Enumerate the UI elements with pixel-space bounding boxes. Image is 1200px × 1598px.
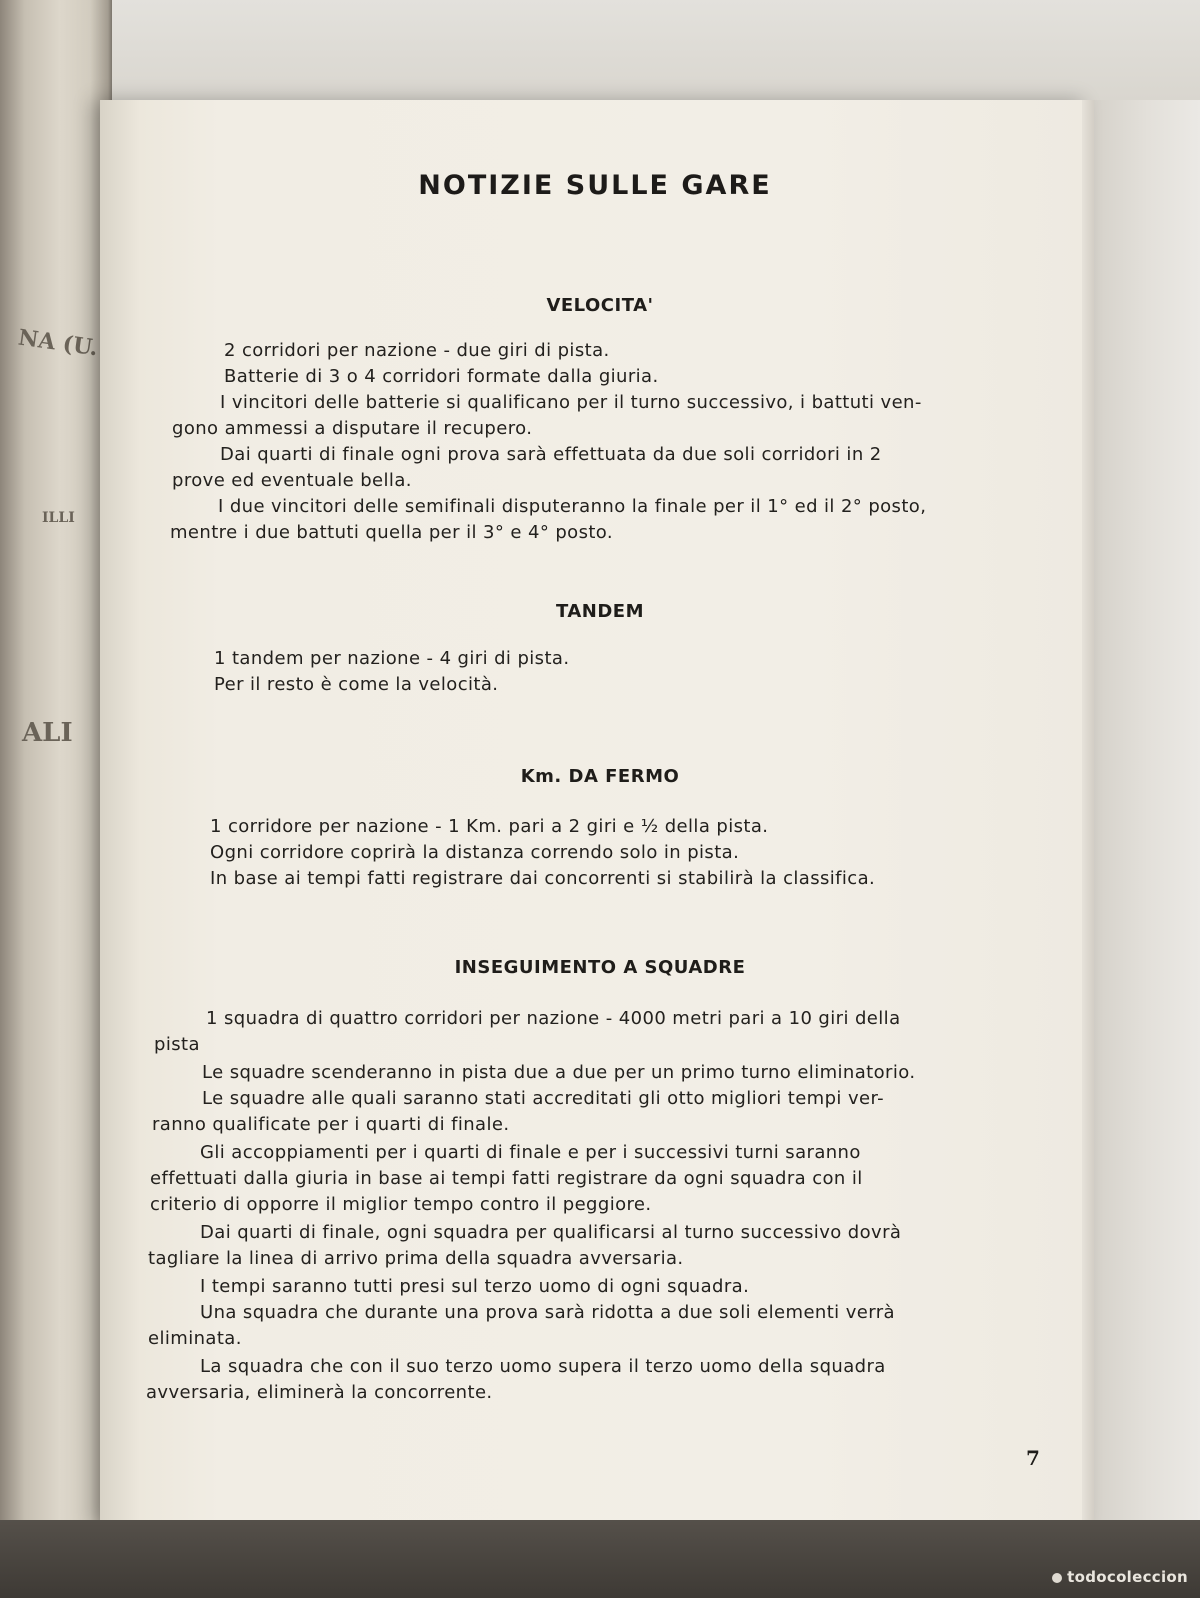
section-heading-inseguimento: INSEGUIMENTO A SQUADRE (454, 957, 746, 978)
text-line: effettuati dalla giuria in base ai tempi fatti registrare da ogni squadra con il (150, 1168, 863, 1189)
page-edge (1082, 100, 1094, 1525)
page-number: 7 (1026, 1446, 1040, 1470)
section-heading-km-da-fermo: Km. DA FERMO (520, 766, 680, 787)
section-heading-velocita: VELOCITA' (546, 295, 654, 316)
text-line: criterio di opporre il miglior tempo contro il peggiore. (150, 1194, 652, 1215)
text-line: La squadra che con il suo terzo uomo supera il terzo uomo della squadra (200, 1356, 886, 1377)
text-line: I tempi saranno tutti presi sul terzo uomo di ogni squadra. (200, 1276, 750, 1297)
text-line: Per il resto è come la velocità. (214, 674, 499, 695)
text-line: I vincitori delle batterie si qualificano per il turno successivo, i battuti ven- (220, 392, 922, 413)
text-line: Dai quarti di finale, ogni squadra per qualificarsi al turno successivo dovrà (200, 1222, 902, 1243)
page-title: NOTIZIE SULLE GARE (418, 170, 772, 201)
text-line: ranno qualificate per i quarti di finale. (152, 1114, 510, 1135)
text-line: pista (154, 1034, 200, 1055)
text-line: 2 corridori per nazione - due giri di pista. (224, 340, 610, 361)
watermark (1052, 1568, 1188, 1586)
text-line: eliminata. (148, 1328, 242, 1349)
text-line: Le squadre alle quali saranno stati accreditati gli otto migliori tempi ver- (202, 1088, 885, 1109)
background-bottom (0, 1520, 1200, 1598)
text-line: I due vincitori delle semifinali disputeranno la finale per il 1° ed il 2° posto, (218, 496, 927, 517)
text-line: Gli accoppiamenti per i quarti di finale e per i successivi turni saranno (200, 1142, 861, 1163)
watermark-text: todocoleccion (1067, 1568, 1188, 1586)
text-line: tagliare la linea di arrivo prima della squadra avversaria. (148, 1248, 684, 1269)
text-line: mentre i due battuti quella per il 3° e 4° posto. (170, 522, 614, 543)
text-line: Una squadra che durante una prova sarà ridotta a due soli elementi verrà (200, 1302, 895, 1323)
text-line: Le squadre scenderanno in pista due a due per un primo turno eliminatorio. (202, 1062, 916, 1083)
watermark-logo-icon (1052, 1573, 1062, 1583)
text-line: avversaria, eliminerà la concorrente. (146, 1382, 493, 1403)
text-line: Dai quarti di finale ogni prova sarà effettuata da due soli corridori in 2 (220, 444, 882, 465)
text-line: Ogni corridore coprirà la distanza correndo solo in pista. (210, 842, 740, 863)
text-line: 1 squadra di quattro corridori per nazione - 4000 metri pari a 10 giri della (206, 1008, 901, 1029)
text-line: Batterie di 3 o 4 corridori formate dalla giuria. (224, 366, 659, 387)
text-line: gono ammessi a disputare il recupero. (172, 418, 533, 439)
text-line: 1 corridore per nazione - 1 Km. pari a 2 giri e ½ della pista. (210, 816, 769, 837)
left-page-fragment: ALI (22, 718, 73, 748)
text-line: prove ed eventuale bella. (172, 470, 412, 491)
text-line: 1 tandem per nazione - 4 giri di pista. (214, 648, 570, 669)
text-line: In base ai tempi fatti registrare dai concorrenti si stabilirà la classifica. (210, 868, 876, 889)
section-heading-tandem: TANDEM (555, 601, 645, 622)
left-facing-page (0, 0, 112, 1598)
left-page-fragment: ILLI (42, 510, 75, 526)
left-page-fragment: NA (U. (16, 324, 100, 362)
background-top (100, 0, 1200, 100)
